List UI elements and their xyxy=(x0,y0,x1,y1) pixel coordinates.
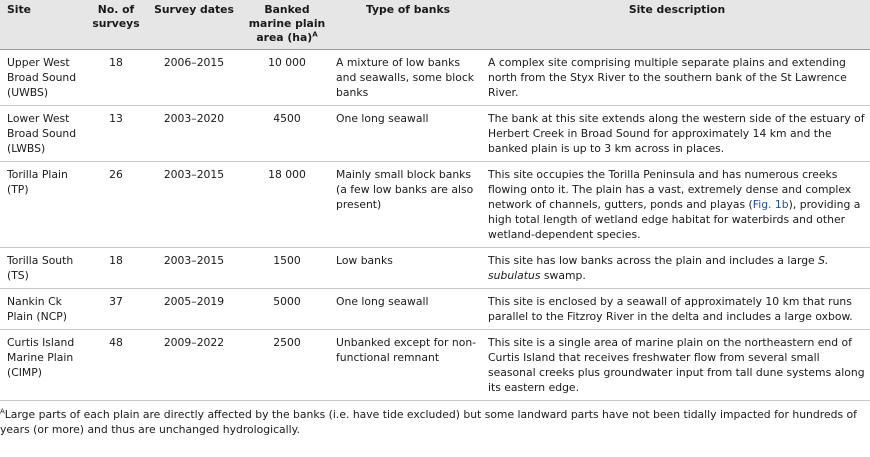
footnote-text: Large parts of each plain are directly affected by the banks (i.e. have tide excluded) but some landward parts have not been tidally impacted for hundreds of years (or more) and thus are unchanged hydrologically. xyxy=(0,408,857,436)
table-body xyxy=(0,50,870,401)
table-header xyxy=(0,0,870,50)
description-text: swamp. xyxy=(540,269,586,282)
table-footnote xyxy=(0,401,870,437)
cell-dates: 2009–2022 xyxy=(146,330,242,401)
table-row xyxy=(0,330,870,401)
description-text: This site has low banks across the plain and includes a large xyxy=(488,254,819,267)
species-name: S. subulatus xyxy=(488,254,829,282)
cell-surveys: 18 xyxy=(86,50,146,106)
cell-surveys: 48 xyxy=(86,330,146,401)
header-area-label: Banked marine plain area (ha) xyxy=(248,3,326,44)
header-row xyxy=(0,0,870,50)
cell-surveys: 13 xyxy=(86,106,146,162)
cell-site: Lower West Broad Sound (LWBS) xyxy=(0,106,86,162)
cell-surveys: 26 xyxy=(86,162,146,248)
cell-banks: A mixture of low banks and seawalls, some block banks xyxy=(332,50,484,106)
cell-description: A complex site comprising multiple separate plains and extending north from the Styx River to the southern bank of the St Lawrence River. xyxy=(484,50,870,106)
cell-site: Upper West Broad Sound (UWBS) xyxy=(0,50,86,106)
cell-area: 4500 xyxy=(242,106,332,162)
cell-description: The bank at this site extends along the western side of the estuary of Herbert Creek in Broad Sound for approximately 14 km and the banked plain is up to 3 km across in places. xyxy=(484,106,870,162)
cell-banks: Mainly small block banks (a few low banks are also present) xyxy=(332,162,484,248)
cell-area: 2500 xyxy=(242,330,332,401)
table-row xyxy=(0,50,870,106)
header-banks: Type of banks xyxy=(332,0,484,50)
cell-description xyxy=(484,248,870,289)
cell-area: 5000 xyxy=(242,289,332,330)
header-area-footnote-marker: A xyxy=(312,30,318,39)
cell-description: This site is enclosed by a seawall of approximately 10 km that runs parallel to the Fitzroy River in the delta and includes a large oxbow. xyxy=(484,289,870,330)
table-row xyxy=(0,162,870,248)
cell-surveys: 37 xyxy=(86,289,146,330)
figure-link[interactable]: Fig. 1b xyxy=(752,198,789,211)
header-description: Site description xyxy=(484,0,870,50)
cell-banks: One long seawall xyxy=(332,289,484,330)
cell-area: 10 000 xyxy=(242,50,332,106)
cell-site: Torilla South (TS) xyxy=(0,248,86,289)
footnote-marker: A xyxy=(0,407,5,416)
cell-site: Nankin Ck Plain (NCP) xyxy=(0,289,86,330)
cell-dates: 2003–2020 xyxy=(146,106,242,162)
cell-dates: 2003–2015 xyxy=(146,248,242,289)
description-text: This site occupies the Torilla Peninsula and has numerous creeks flowing onto it. The plain has a vast, extremely dense and complex network of channels, gutters, ponds and playas ( xyxy=(488,168,852,211)
cell-area: 18 000 xyxy=(242,162,332,248)
cell-site: Torilla Plain (TP) xyxy=(0,162,86,248)
cell-banks: One long seawall xyxy=(332,106,484,162)
cell-description: This site is a single area of marine plain on the northeastern end of Curtis Island that receives freshwater flow from several small seasonal creeks plus groundwater input from tall dune systems along its eastern edge. xyxy=(484,330,870,401)
cell-banks: Unbanked except for non-functional remnant xyxy=(332,330,484,401)
cell-banks: Low banks xyxy=(332,248,484,289)
header-surveys: No. of surveys xyxy=(86,0,146,50)
table-row xyxy=(0,289,870,330)
header-area xyxy=(242,0,332,50)
header-dates: Survey dates xyxy=(146,0,242,50)
header-site: Site xyxy=(0,0,86,50)
cell-area: 1500 xyxy=(242,248,332,289)
cell-dates: 2003–2015 xyxy=(146,162,242,248)
cell-dates: 2006–2015 xyxy=(146,50,242,106)
cell-site: Curtis Island Marine Plain (CIMP) xyxy=(0,330,86,401)
cell-dates: 2005–2019 xyxy=(146,289,242,330)
cell-surveys: 18 xyxy=(86,248,146,289)
table-row xyxy=(0,248,870,289)
table-row xyxy=(0,106,870,162)
description-text: ), providing a high total length of wetland edge habitat for waterbirds and other wetland-dependent species. xyxy=(488,198,861,241)
cell-description xyxy=(484,162,870,248)
